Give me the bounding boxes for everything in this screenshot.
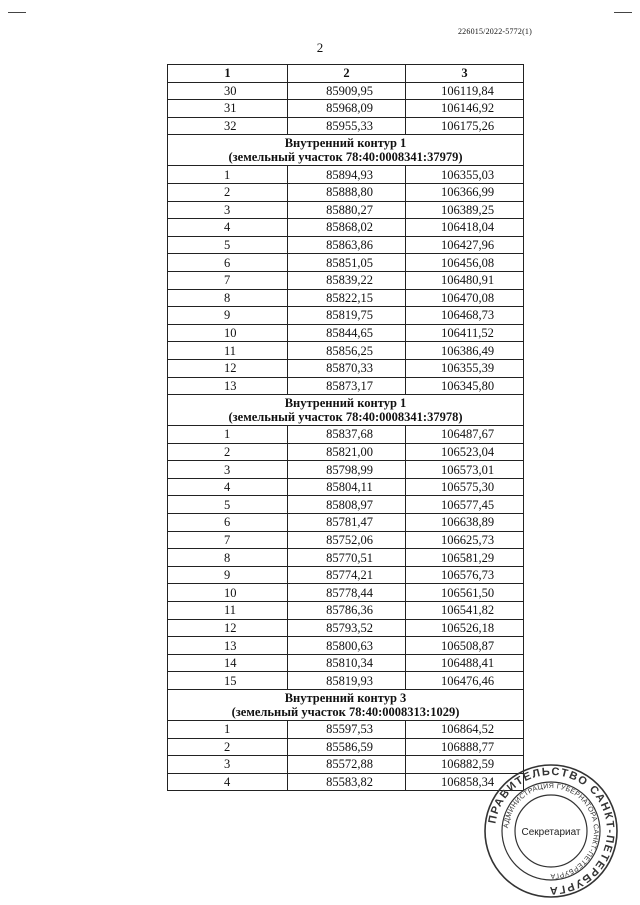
scan-corner-mark-left bbox=[8, 12, 26, 13]
point-number-cell: 4 bbox=[168, 478, 288, 496]
point-number-cell: 12 bbox=[168, 619, 288, 637]
coordinate-x-cell: 85873,17 bbox=[288, 377, 406, 395]
coordinate-y-cell: 106411,52 bbox=[406, 324, 524, 342]
point-number-cell: 5 bbox=[168, 236, 288, 254]
contour-header-row bbox=[168, 690, 524, 721]
coordinate-y-cell: 106355,03 bbox=[406, 166, 524, 184]
contour-title: Внутренний контур 3 bbox=[284, 691, 407, 705]
coordinate-y-cell: 106418,04 bbox=[406, 219, 524, 237]
table-row bbox=[168, 324, 524, 342]
point-number-cell: 2 bbox=[168, 738, 288, 756]
coordinate-y-cell: 106541,82 bbox=[406, 602, 524, 620]
column-header-1: 1 bbox=[168, 65, 288, 83]
contour-header-cell bbox=[168, 690, 524, 721]
coordinate-y-cell: 106456,08 bbox=[406, 254, 524, 272]
coordinate-y-cell: 106888,77 bbox=[406, 738, 524, 756]
coordinate-y-cell: 106577,45 bbox=[406, 496, 524, 514]
coordinate-y-cell: 106508,87 bbox=[406, 637, 524, 655]
point-number-cell: 3 bbox=[168, 756, 288, 774]
coordinate-y-cell: 106561,50 bbox=[406, 584, 524, 602]
table-row bbox=[168, 82, 524, 100]
contour-title: Внутренний контур 1 bbox=[284, 136, 407, 151]
table-row bbox=[168, 738, 524, 756]
coordinate-x-cell: 85844,65 bbox=[288, 324, 406, 342]
point-number-cell: 32 bbox=[168, 117, 288, 135]
document-id: 226015/2022-5772(1) bbox=[457, 27, 532, 36]
table-row bbox=[168, 549, 524, 567]
coordinate-y-cell: 106175,26 bbox=[406, 117, 524, 135]
table-row bbox=[168, 342, 524, 360]
coordinate-x-cell: 85856,25 bbox=[288, 342, 406, 360]
table-row bbox=[168, 654, 524, 672]
point-number-cell: 11 bbox=[168, 342, 288, 360]
table-header-row bbox=[168, 65, 524, 83]
point-number-cell: 4 bbox=[168, 219, 288, 237]
contour-header-row bbox=[168, 395, 524, 426]
table-row bbox=[168, 773, 524, 791]
coordinate-y-cell: 106470,08 bbox=[406, 289, 524, 307]
point-number-cell: 9 bbox=[168, 307, 288, 325]
coordinate-x-cell: 85821,00 bbox=[288, 443, 406, 461]
point-number-cell: 8 bbox=[168, 549, 288, 567]
coordinate-y-cell: 106864,52 bbox=[406, 721, 524, 739]
secretariat-stamp bbox=[482, 762, 620, 900]
coordinate-x-cell: 85810,34 bbox=[288, 654, 406, 672]
coordinates-table bbox=[167, 64, 524, 791]
coordinate-y-cell: 106858,34 bbox=[406, 773, 524, 791]
coordinate-y-cell: 106366,99 bbox=[406, 183, 524, 201]
coordinate-x-cell: 85583,82 bbox=[288, 773, 406, 791]
point-number-cell: 15 bbox=[168, 672, 288, 690]
point-number-cell: 6 bbox=[168, 254, 288, 272]
coordinate-y-cell: 106882,59 bbox=[406, 756, 524, 774]
coordinate-y-cell: 106625,73 bbox=[406, 531, 524, 549]
contour-title: Внутренний контур 1 bbox=[284, 396, 407, 411]
table-row bbox=[168, 443, 524, 461]
coordinate-x-cell: 85955,33 bbox=[288, 117, 406, 135]
coordinate-x-cell: 85586,59 bbox=[288, 738, 406, 756]
table-row bbox=[168, 183, 524, 201]
coordinate-y-cell: 106581,29 bbox=[406, 549, 524, 567]
table-row bbox=[168, 236, 524, 254]
coordinate-x-cell: 85778,44 bbox=[288, 584, 406, 602]
coordinate-x-cell: 85808,97 bbox=[288, 496, 406, 514]
coordinate-y-cell: 106573,01 bbox=[406, 461, 524, 479]
point-number-cell: 8 bbox=[168, 289, 288, 307]
coordinate-x-cell: 85868,02 bbox=[288, 219, 406, 237]
coordinate-x-cell: 85880,27 bbox=[288, 201, 406, 219]
point-number-cell: 3 bbox=[168, 201, 288, 219]
stamp-outer-text: ПРАВИТЕЛЬСТВО САНКТ-ПЕТЕРБУРГА bbox=[486, 765, 617, 897]
coordinate-y-cell: 106480,91 bbox=[406, 271, 524, 289]
coordinate-y-cell: 106476,46 bbox=[406, 672, 524, 690]
table-row bbox=[168, 619, 524, 637]
coordinate-x-cell: 85793,52 bbox=[288, 619, 406, 637]
point-number-cell: 1 bbox=[168, 721, 288, 739]
point-number-cell: 5 bbox=[168, 496, 288, 514]
coordinate-x-cell: 85909,95 bbox=[288, 82, 406, 100]
coordinate-x-cell: 85798,99 bbox=[288, 461, 406, 479]
coordinate-y-cell: 106355,39 bbox=[406, 359, 524, 377]
point-number-cell: 6 bbox=[168, 514, 288, 532]
point-number-cell: 13 bbox=[168, 377, 288, 395]
point-number-cell: 1 bbox=[168, 166, 288, 184]
coordinate-x-cell: 85819,75 bbox=[288, 307, 406, 325]
coordinate-x-cell: 85786,36 bbox=[288, 602, 406, 620]
coordinate-y-cell: 106386,49 bbox=[406, 342, 524, 360]
table-row bbox=[168, 514, 524, 532]
coordinate-y-cell: 106575,30 bbox=[406, 478, 524, 496]
contour-subtitle: (земельный участок 78:40:0008313:1029) bbox=[231, 705, 460, 719]
coordinate-y-cell: 106345,80 bbox=[406, 377, 524, 395]
table-row bbox=[168, 359, 524, 377]
coordinate-y-cell: 106576,73 bbox=[406, 566, 524, 584]
coordinate-x-cell: 85870,33 bbox=[288, 359, 406, 377]
coordinate-y-cell: 106488,41 bbox=[406, 654, 524, 672]
coordinate-y-cell: 106427,96 bbox=[406, 236, 524, 254]
table-row bbox=[168, 496, 524, 514]
coordinate-x-cell: 85800,63 bbox=[288, 637, 406, 655]
table-row bbox=[168, 219, 524, 237]
table-row bbox=[168, 478, 524, 496]
point-number-cell: 14 bbox=[168, 654, 288, 672]
table-row bbox=[168, 307, 524, 325]
table-row bbox=[168, 201, 524, 219]
contour-header-cell bbox=[168, 395, 524, 426]
point-number-cell: 13 bbox=[168, 637, 288, 655]
coordinate-x-cell: 85572,88 bbox=[288, 756, 406, 774]
coordinate-x-cell: 85770,51 bbox=[288, 549, 406, 567]
coordinate-y-cell: 106146,92 bbox=[406, 100, 524, 118]
coordinate-x-cell: 85804,11 bbox=[288, 478, 406, 496]
coordinate-x-cell: 85863,86 bbox=[288, 236, 406, 254]
coordinate-y-cell: 106526,18 bbox=[406, 619, 524, 637]
point-number-cell: 2 bbox=[168, 183, 288, 201]
point-number-cell: 3 bbox=[168, 461, 288, 479]
coordinate-x-cell: 85822,15 bbox=[288, 289, 406, 307]
point-number-cell: 10 bbox=[168, 584, 288, 602]
table-row bbox=[168, 756, 524, 774]
stamp-inner-text: АДМИНИСТРАЦИЯ ГУБЕРНАТОРА САНКТ-ПЕТЕРБУРГА bbox=[503, 782, 600, 880]
coordinate-x-cell: 85597,53 bbox=[288, 721, 406, 739]
table-row bbox=[168, 377, 524, 395]
table-row bbox=[168, 461, 524, 479]
coordinate-x-cell: 85781,47 bbox=[288, 514, 406, 532]
table-body bbox=[168, 82, 524, 791]
table-row bbox=[168, 531, 524, 549]
table-row bbox=[168, 584, 524, 602]
point-number-cell: 11 bbox=[168, 602, 288, 620]
table-row bbox=[168, 166, 524, 184]
coordinate-y-cell: 106389,25 bbox=[406, 201, 524, 219]
coordinate-x-cell: 85752,06 bbox=[288, 531, 406, 549]
contour-subtitle: (земельный участок 78:40:0008341:37978) bbox=[228, 410, 463, 425]
coordinate-y-cell: 106523,04 bbox=[406, 443, 524, 461]
page-number: 2 bbox=[316, 40, 324, 55]
table-row bbox=[168, 637, 524, 655]
table-row bbox=[168, 254, 524, 272]
table-row bbox=[168, 117, 524, 135]
point-number-cell: 9 bbox=[168, 566, 288, 584]
point-number-cell: 31 bbox=[168, 100, 288, 118]
contour-header-row bbox=[168, 135, 524, 166]
coordinate-x-cell: 85968,09 bbox=[288, 100, 406, 118]
coordinate-x-cell: 85894,93 bbox=[288, 166, 406, 184]
point-number-cell: 12 bbox=[168, 359, 288, 377]
coordinate-x-cell: 85888,80 bbox=[288, 183, 406, 201]
coordinate-x-cell: 85837,68 bbox=[288, 426, 406, 444]
coordinate-y-cell: 106638,89 bbox=[406, 514, 524, 532]
column-header-2: 2 bbox=[288, 65, 406, 83]
table-row bbox=[168, 100, 524, 118]
table-row bbox=[168, 566, 524, 584]
point-number-cell: 1 bbox=[168, 426, 288, 444]
coordinate-y-cell: 106468,73 bbox=[406, 307, 524, 325]
table-row bbox=[168, 602, 524, 620]
contour-header-cell bbox=[168, 135, 524, 166]
column-header-3: 3 bbox=[406, 65, 524, 83]
coordinate-x-cell: 85851,05 bbox=[288, 254, 406, 272]
table-row bbox=[168, 289, 524, 307]
coordinate-y-cell: 106119,84 bbox=[406, 82, 524, 100]
table-row bbox=[168, 271, 524, 289]
coordinate-x-cell: 85819,93 bbox=[288, 672, 406, 690]
table-row bbox=[168, 426, 524, 444]
table-row bbox=[168, 721, 524, 739]
point-number-cell: 2 bbox=[168, 443, 288, 461]
contour-subtitle: (земельный участок 78:40:0008341:37979) bbox=[228, 150, 463, 165]
scan-corner-mark-right bbox=[614, 12, 632, 13]
coordinate-x-cell: 85839,22 bbox=[288, 271, 406, 289]
point-number-cell: 4 bbox=[168, 773, 288, 791]
coordinate-x-cell: 85774,21 bbox=[288, 566, 406, 584]
stamp-center-text: Секретариат bbox=[521, 827, 581, 838]
point-number-cell: 7 bbox=[168, 531, 288, 549]
point-number-cell: 7 bbox=[168, 271, 288, 289]
point-number-cell: 10 bbox=[168, 324, 288, 342]
point-number-cell: 30 bbox=[168, 82, 288, 100]
coordinate-y-cell: 106487,67 bbox=[406, 426, 524, 444]
table-row bbox=[168, 672, 524, 690]
